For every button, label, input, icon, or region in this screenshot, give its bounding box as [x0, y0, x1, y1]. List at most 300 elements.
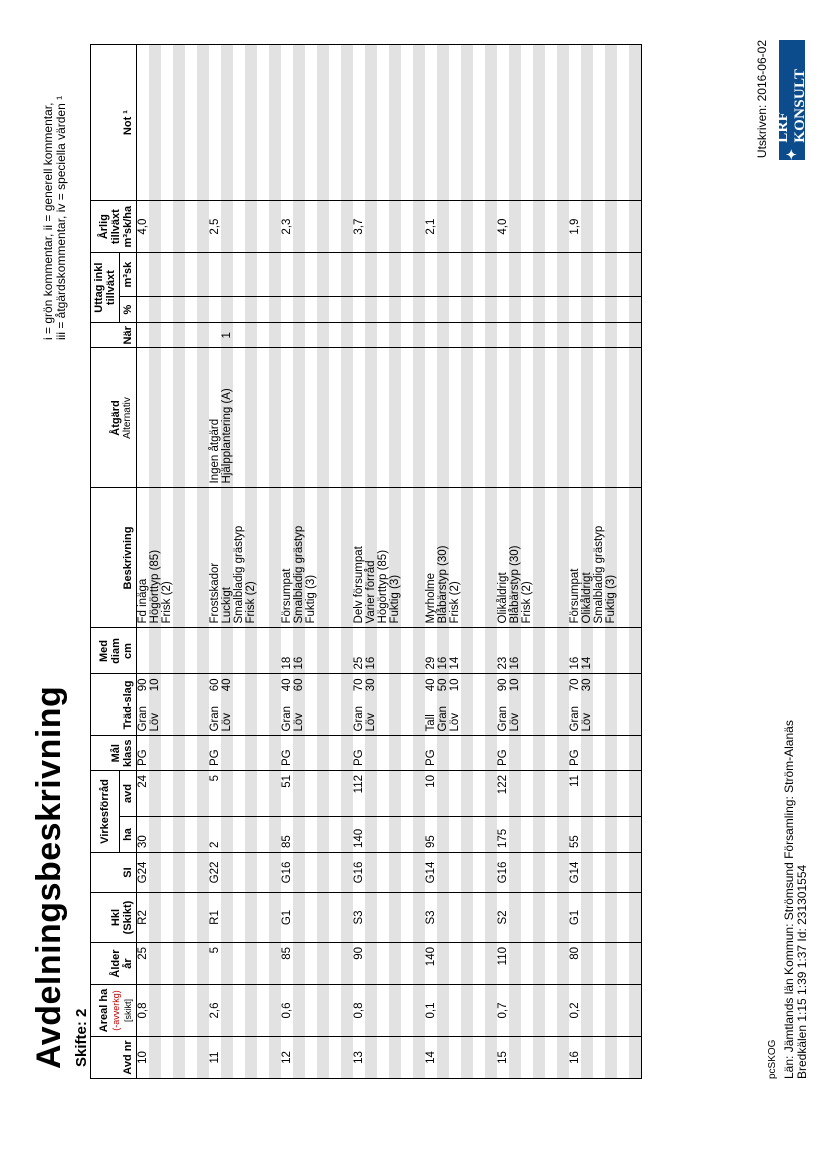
cell-pct — [353, 297, 365, 323]
cell-atgard — [485, 348, 497, 488]
cell-pct — [329, 297, 341, 323]
cell-atgard — [449, 348, 461, 488]
cell-avd-value — [161, 771, 173, 817]
cell-not — [389, 45, 401, 201]
cell-m3sk — [533, 253, 545, 297]
cell-avd-value — [365, 771, 377, 817]
cell-not — [329, 45, 341, 201]
cell-mal — [593, 736, 605, 771]
cell-pct — [377, 297, 389, 323]
cell-mal — [233, 736, 245, 771]
cell-ha: 85 — [281, 817, 293, 853]
table-row — [377, 45, 389, 1079]
cell-meddiam — [173, 628, 185, 674]
cell-atgard — [509, 348, 521, 488]
cell-pct — [161, 297, 173, 323]
cell-alder — [245, 943, 257, 985]
cell-areal — [617, 985, 629, 1037]
cell-meddiam — [257, 628, 269, 674]
cell-si — [149, 853, 161, 893]
cell-si — [461, 853, 473, 893]
header-m3sk: m³sk — [120, 253, 137, 297]
cell-beskrivning: Högörttyp (85) — [149, 488, 161, 628]
cell-si — [545, 853, 557, 893]
cell-mal: PG — [569, 736, 581, 771]
cell-alder — [317, 943, 329, 985]
cell-m3sk — [209, 253, 221, 297]
cell-hkl — [581, 893, 593, 943]
header-areal — [91, 985, 137, 1037]
cell-avd — [545, 1037, 557, 1079]
tree-species: Gran — [497, 705, 509, 732]
cell-pct — [221, 297, 233, 323]
cell-pct — [413, 297, 425, 323]
cell-tradslag — [581, 674, 593, 736]
tree-species: Löv — [221, 712, 233, 732]
cell-atgard — [149, 348, 161, 488]
cell-hkl — [317, 893, 329, 943]
cell-arlig — [593, 201, 605, 253]
cell-m3sk — [497, 253, 509, 297]
cell-areal — [557, 985, 569, 1037]
cell-beskrivning: Delv försumpat — [353, 488, 365, 628]
cell-pct — [137, 297, 150, 323]
cell-alder — [461, 943, 473, 985]
cell-ha — [581, 817, 593, 853]
table-row — [497, 45, 509, 1079]
cell-beskrivning — [269, 488, 281, 628]
table-row — [617, 45, 629, 1079]
cell-tradslag — [197, 674, 209, 736]
cell-mal — [365, 736, 377, 771]
cell-areal — [473, 985, 485, 1037]
cell-mal — [461, 736, 473, 771]
cell-mal — [629, 736, 642, 771]
cell-alder — [401, 943, 413, 985]
cell-si: G24 — [137, 853, 150, 893]
cell-nar — [557, 323, 569, 348]
cell-nar — [365, 323, 377, 348]
cell-alder — [341, 943, 353, 985]
cell-beskrivning: Försumpat — [281, 488, 293, 628]
cell-atgard — [617, 348, 629, 488]
cell-areal: 0,8 — [353, 985, 365, 1037]
cell-ha — [401, 817, 413, 853]
cell-atgard — [401, 348, 413, 488]
cell-si: G22 — [209, 853, 221, 893]
cell-avd-value — [545, 771, 557, 817]
cell-si — [593, 853, 605, 893]
cell-beskrivning — [533, 488, 545, 628]
cell-tradslag — [221, 674, 233, 736]
cell-pct — [257, 297, 269, 323]
table-row — [209, 45, 221, 1079]
cell-arlig — [509, 201, 521, 253]
cell-nar — [437, 323, 449, 348]
cell-avd — [557, 1037, 569, 1079]
cell-m3sk — [305, 253, 317, 297]
cell-hkl — [161, 893, 173, 943]
cell-arlig: 1,9 — [569, 201, 581, 253]
cell-arlig — [413, 201, 425, 253]
cell-m3sk — [437, 253, 449, 297]
cell-hkl — [173, 893, 185, 943]
cell-not — [161, 45, 173, 201]
cell-meddiam: 29 — [425, 628, 437, 674]
cell-alder — [185, 943, 197, 985]
cell-ha — [221, 817, 233, 853]
cell-tradslag — [533, 674, 545, 736]
cell-meddiam — [401, 628, 413, 674]
tree-species: Gran — [569, 705, 581, 732]
table-row — [245, 45, 257, 1079]
cell-si — [617, 853, 629, 893]
cell-hkl: S3 — [425, 893, 437, 943]
cell-beskrivning: Försumpat — [569, 488, 581, 628]
cell-m3sk — [413, 253, 425, 297]
cell-nar — [245, 323, 257, 348]
cell-pct — [425, 297, 437, 323]
cell-nar — [509, 323, 521, 348]
cell-not — [605, 45, 617, 201]
cell-m3sk — [257, 253, 269, 297]
cell-meddiam — [317, 628, 329, 674]
cell-meddiam — [605, 628, 617, 674]
cell-atgard — [317, 348, 329, 488]
cell-tradslag — [293, 674, 305, 736]
cell-ha — [305, 817, 317, 853]
cell-m3sk — [569, 253, 581, 297]
cell-areal — [545, 985, 557, 1037]
cell-pct — [173, 297, 185, 323]
cell-mal: PG — [425, 736, 437, 771]
cell-beskrivning: Blåbärstyp (30) — [509, 488, 521, 628]
tree-share: 60 — [209, 678, 221, 692]
cell-atgard — [461, 348, 473, 488]
cell-alder — [617, 943, 629, 985]
cell-areal — [605, 985, 617, 1037]
cell-avd-value — [581, 771, 593, 817]
cell-si — [533, 853, 545, 893]
cell-beskrivning: Högörttyp (85) — [377, 488, 389, 628]
cell-hkl — [245, 893, 257, 943]
cell-pct — [209, 297, 221, 323]
cell-tradslag — [377, 674, 389, 736]
cell-pct — [605, 297, 617, 323]
cell-m3sk — [353, 253, 365, 297]
cell-not — [137, 45, 150, 201]
cell-not — [185, 45, 197, 201]
cell-alder — [521, 943, 533, 985]
cell-nar — [293, 323, 305, 348]
cell-areal — [365, 985, 377, 1037]
printed-date: Utskriven: 2016-06-02 — [755, 40, 769, 159]
cell-arlig — [305, 201, 317, 253]
cell-arlig — [605, 201, 617, 253]
cell-avd-value — [197, 771, 209, 817]
cell-ha — [149, 817, 161, 853]
cell-hkl — [617, 893, 629, 943]
tree-share: 10 — [449, 678, 461, 692]
cell-avd-value: 112 — [353, 771, 365, 817]
cell-hkl: R1 — [209, 893, 221, 943]
cell-pct — [245, 297, 257, 323]
cell-hkl: S3 — [353, 893, 365, 943]
cell-hkl — [485, 893, 497, 943]
tree-share: 40 — [281, 678, 293, 692]
cell-atgard — [293, 348, 305, 488]
table-row — [629, 45, 642, 1079]
table-row — [197, 45, 209, 1079]
cell-m3sk — [605, 253, 617, 297]
cell-avd: 16 — [569, 1037, 581, 1079]
cell-tradslag — [353, 674, 365, 736]
cell-hkl — [377, 893, 389, 943]
cell-not — [485, 45, 497, 201]
tree-share: 30 — [581, 678, 593, 692]
cell-avd-value: 122 — [497, 771, 509, 817]
cell-atgard — [545, 348, 557, 488]
cell-si — [245, 853, 257, 893]
cell-tradslag — [137, 674, 150, 736]
cell-si: G14 — [569, 853, 581, 893]
table-row — [257, 45, 269, 1079]
cell-avd — [449, 1037, 461, 1079]
cell-arlig — [293, 201, 305, 253]
cell-beskrivning: Olikåldrigt — [581, 488, 593, 628]
cell-mal: PG — [281, 736, 293, 771]
cell-m3sk — [593, 253, 605, 297]
tree-share: 40 — [221, 678, 233, 692]
table-row — [425, 45, 437, 1079]
cell-nar: 1 — [221, 323, 233, 348]
cell-not — [533, 45, 545, 201]
header-areal-label: Areal ha — [98, 988, 110, 1033]
cell-tradslag — [617, 674, 629, 736]
cell-m3sk — [341, 253, 353, 297]
cell-not — [245, 45, 257, 201]
table-row — [161, 45, 173, 1079]
program-name: pcSKOG — [767, 1039, 778, 1079]
cell-m3sk — [233, 253, 245, 297]
cell-tradslag — [461, 674, 473, 736]
cell-arlig — [437, 201, 449, 253]
cell-atgard — [173, 348, 185, 488]
cell-arlig — [161, 201, 173, 253]
tree-share: 30 — [365, 678, 377, 692]
cell-m3sk — [137, 253, 150, 297]
cell-arlig — [245, 201, 257, 253]
cell-tradslag — [413, 674, 425, 736]
cell-meddiam: 16 — [293, 628, 305, 674]
cell-meddiam — [245, 628, 257, 674]
cell-tradslag — [149, 674, 161, 736]
cell-avd-value: 11 — [569, 771, 581, 817]
cell-mal — [185, 736, 197, 771]
cell-si — [233, 853, 245, 893]
cell-si — [449, 853, 461, 893]
cell-avd — [329, 1037, 341, 1079]
cell-atgard — [605, 348, 617, 488]
cell-beskrivning — [617, 488, 629, 628]
header-uttag: Uttag inkl tillväxt — [91, 253, 120, 323]
cell-atgard — [329, 348, 341, 488]
footer-location: Län: Jämtlands län Kommun: Strömsund Församling: Ström-Alanäs — [782, 720, 796, 1079]
cell-avd-value — [437, 771, 449, 817]
cell-meddiam — [557, 628, 569, 674]
cell-m3sk — [521, 253, 533, 297]
cell-m3sk — [509, 253, 521, 297]
cell-avd-value — [317, 771, 329, 817]
tree-species: Löv — [449, 712, 461, 732]
cell-avd — [593, 1037, 605, 1079]
cell-beskrivning — [473, 488, 485, 628]
cell-meddiam — [137, 628, 150, 674]
cell-ha — [161, 817, 173, 853]
cell-beskrivning — [401, 488, 413, 628]
cell-not — [257, 45, 269, 201]
cell-mal — [617, 736, 629, 771]
cell-m3sk — [365, 253, 377, 297]
cell-not — [269, 45, 281, 201]
table-row — [137, 45, 150, 1079]
cell-areal: 0,1 — [425, 985, 437, 1037]
cell-nar — [317, 323, 329, 348]
cell-si — [401, 853, 413, 893]
cell-beskrivning — [197, 488, 209, 628]
cell-alder — [605, 943, 617, 985]
cell-not — [593, 45, 605, 201]
cell-tradslag — [185, 674, 197, 736]
cell-ha: 55 — [569, 817, 581, 853]
cell-tradslag — [329, 674, 341, 736]
cell-si — [629, 853, 642, 893]
cell-avd-value — [173, 771, 185, 817]
page-title: Avdelningsbeskrivning — [30, 685, 68, 1069]
cell-areal — [341, 985, 353, 1037]
cell-ha: 30 — [137, 817, 150, 853]
cell-si — [257, 853, 269, 893]
cell-areal — [377, 985, 389, 1037]
cell-not — [281, 45, 293, 201]
cell-ha — [485, 817, 497, 853]
cell-beskrivning: Fuktig (3) — [305, 488, 317, 628]
cell-pct — [617, 297, 629, 323]
cell-areal: 0,2 — [569, 985, 581, 1037]
cell-avd-value — [185, 771, 197, 817]
cell-alder — [161, 943, 173, 985]
cell-si — [521, 853, 533, 893]
cell-tradslag — [545, 674, 557, 736]
cell-pct — [269, 297, 281, 323]
cell-avd-value — [533, 771, 545, 817]
cell-avd-value — [257, 771, 269, 817]
cell-avd — [629, 1037, 642, 1079]
cell-mal — [149, 736, 161, 771]
header-mal: Mål klass — [91, 736, 137, 771]
cell-alder — [293, 943, 305, 985]
cell-beskrivning — [545, 488, 557, 628]
cell-beskrivning — [413, 488, 425, 628]
cell-ha: 95 — [425, 817, 437, 853]
cell-nar — [389, 323, 401, 348]
table-row — [305, 45, 317, 1079]
tree-species: Tall — [425, 714, 437, 732]
cell-hkl — [449, 893, 461, 943]
cell-si — [485, 853, 497, 893]
cell-meddiam — [161, 628, 173, 674]
cell-nar — [473, 323, 485, 348]
cell-areal — [593, 985, 605, 1037]
cell-beskrivning: Myrholme — [425, 488, 437, 628]
cell-ha — [473, 817, 485, 853]
cell-avd-value — [593, 771, 605, 817]
cell-areal — [413, 985, 425, 1037]
cell-si — [197, 853, 209, 893]
cell-avd — [401, 1037, 413, 1079]
tree-species: Löv — [293, 712, 305, 732]
cell-pct — [533, 297, 545, 323]
cell-arlig: 4,0 — [497, 201, 509, 253]
cell-avd — [269, 1037, 281, 1079]
header-hkl: Hkl (Skikt) — [91, 893, 137, 943]
cell-areal — [221, 985, 233, 1037]
table-row — [221, 45, 233, 1079]
cell-beskrivning — [341, 488, 353, 628]
cell-avd-value — [293, 771, 305, 817]
cell-pct — [545, 297, 557, 323]
cell-mal: PG — [353, 736, 365, 771]
cell-m3sk — [545, 253, 557, 297]
cell-not — [305, 45, 317, 201]
cell-beskrivning — [629, 488, 642, 628]
tree-species: Löv — [365, 712, 377, 732]
cell-si — [305, 853, 317, 893]
cell-meddiam: 16 — [365, 628, 377, 674]
cell-si — [413, 853, 425, 893]
cell-nar — [569, 323, 581, 348]
cell-pct — [593, 297, 605, 323]
cell-hkl — [401, 893, 413, 943]
cell-avd: 13 — [353, 1037, 365, 1079]
cell-avd-value: 24 — [137, 771, 150, 817]
cell-pct — [485, 297, 497, 323]
page-subtitle: Skifte: 2 — [73, 1008, 90, 1067]
cell-hkl: S2 — [497, 893, 509, 943]
cell-si — [581, 853, 593, 893]
cell-atgard — [473, 348, 485, 488]
cell-arlig — [521, 201, 533, 253]
cell-m3sk — [449, 253, 461, 297]
cell-ha — [593, 817, 605, 853]
cell-avd — [233, 1037, 245, 1079]
cell-si: G14 — [425, 853, 437, 893]
cell-atgard — [413, 348, 425, 488]
cell-tradslag — [269, 674, 281, 736]
cell-beskrivning: Frisk (2) — [521, 488, 533, 628]
cell-arlig: 2,1 — [425, 201, 437, 253]
cell-not — [317, 45, 329, 201]
cell-ha — [185, 817, 197, 853]
cell-hkl — [545, 893, 557, 943]
cell-avd — [257, 1037, 269, 1079]
cell-mal — [257, 736, 269, 771]
cell-alder — [221, 943, 233, 985]
header-areal-note: (-avverkg) — [111, 990, 121, 1031]
cell-nar — [521, 323, 533, 348]
cell-atgard — [245, 348, 257, 488]
tree-species: Gran — [137, 705, 149, 732]
